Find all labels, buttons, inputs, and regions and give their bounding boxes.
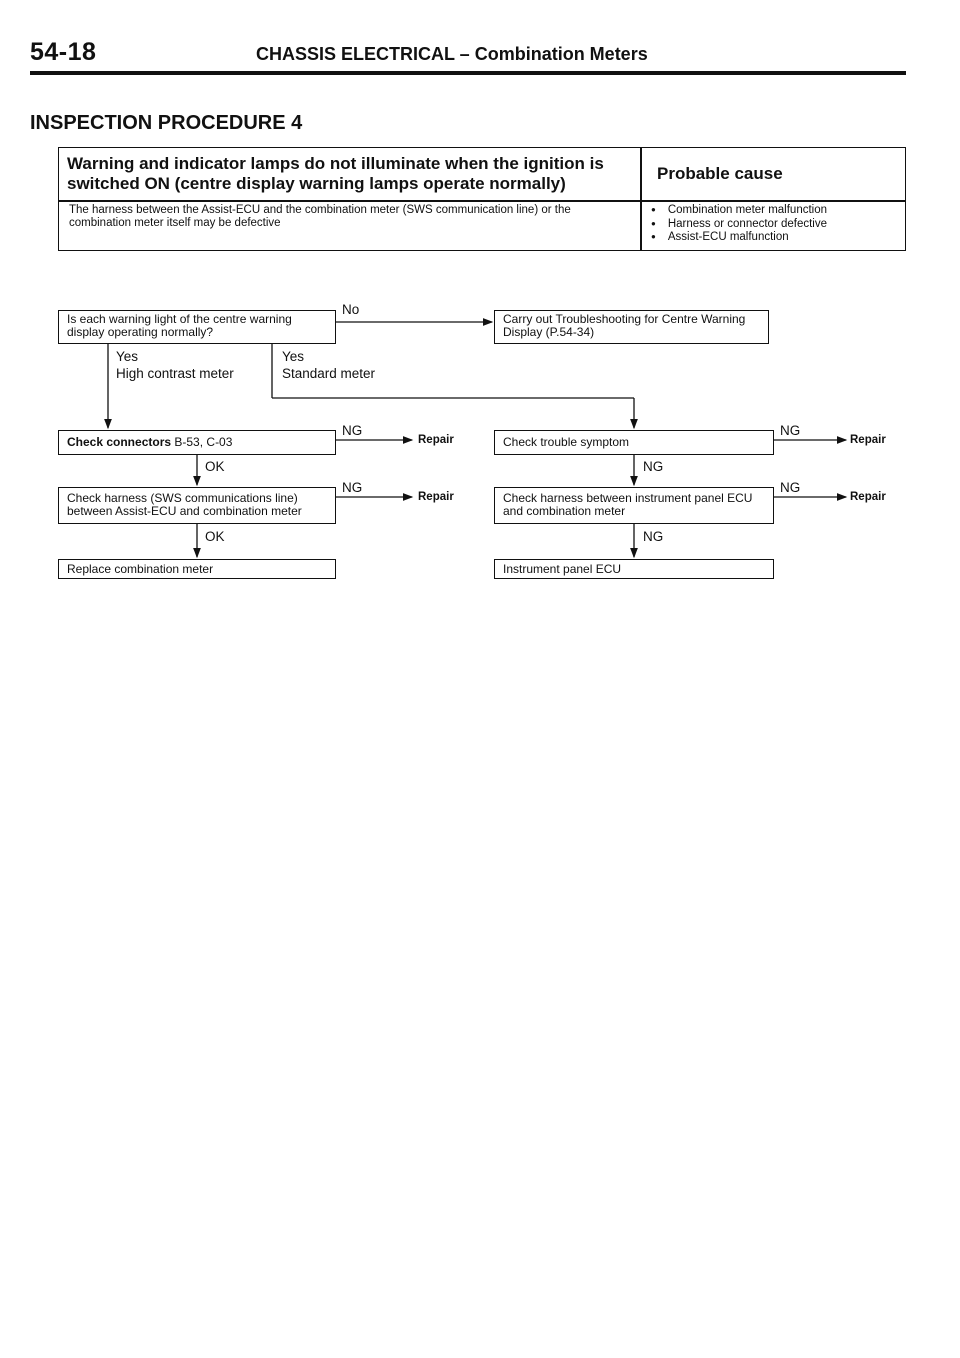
start-question-box: Is each warning light of the centre warning display operating normally? [58, 310, 336, 344]
cause-item: ● Assist-ECU malfunction [651, 231, 827, 245]
procedure-title: INSPECTION PROCEDURE 4 [30, 112, 303, 134]
standard-meter-label: Standard meter [282, 366, 376, 381]
cause-item: ● Combination meter malfunction [651, 204, 827, 218]
check-connectors-box [58, 430, 336, 455]
ok-label: OK [205, 459, 225, 474]
repair-label: Repair [850, 434, 886, 446]
page-number: 54-18 [30, 38, 97, 66]
cause-header: Probable cause [657, 164, 783, 183]
ng-label: NG [780, 423, 801, 438]
ng-label: NG [780, 480, 801, 495]
repair-label: Repair [418, 434, 454, 446]
repair-label: Repair [850, 491, 886, 503]
check-harness-box: Check harness (SWS communications line) between Assist-ECU and combination meter [58, 487, 336, 524]
check-ipecu-harness-box: Check harness between instrument panel ECU and combination meter [494, 487, 774, 524]
repair-label: Repair [418, 491, 454, 503]
ng-label: NG [643, 529, 664, 544]
cause-item: ● Harness or connector defective [651, 218, 827, 232]
no-label: No [342, 302, 360, 317]
connector-ids: B-53, C-03 [171, 435, 233, 449]
symptom-description: The harness between the Assist-ECU and the combination meter (SWS communication line) or the combination meter itself may be defective [69, 204, 571, 229]
ng-label: NG [643, 459, 664, 474]
yes-standard-label: Yes [282, 349, 305, 364]
check-trouble-symptom-box: Check trouble symptom [494, 430, 774, 455]
no-action-box: Carry out Troubleshooting for Centre Warning Display (P.54-34) [494, 310, 769, 344]
replace-meter-box: Replace combination meter [58, 559, 336, 579]
ng-label: NG [342, 480, 363, 495]
symptom-header: Warning and indicator lamps do not illuminate when the ignition is switched ON (centre display warning lamps operate normally) [67, 154, 604, 193]
yes-high-label: Yes [116, 349, 139, 364]
high-contrast-label: High contrast meter [116, 366, 234, 381]
check-connectors-bold: Check connectors [67, 435, 172, 449]
ng-label: NG [342, 423, 363, 438]
instrument-panel-ecu-box: Instrument panel ECU [494, 559, 774, 579]
section-title: CHASSIS ELECTRICAL – Combination Meters [256, 44, 648, 64]
ok-label: OK [205, 529, 225, 544]
